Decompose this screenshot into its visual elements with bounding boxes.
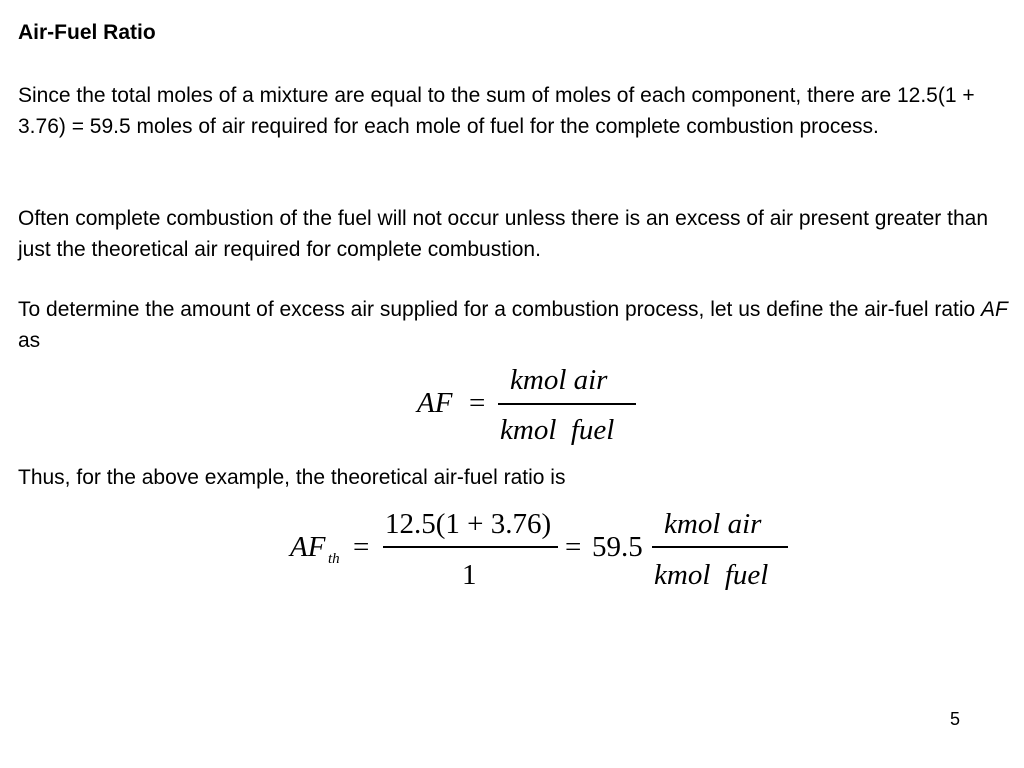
- eq1-denominator: kmol fuel: [500, 414, 615, 446]
- eq2-unit-fraction-bar: [652, 546, 788, 548]
- eq2-equals-2: =: [565, 531, 582, 563]
- paragraph-excess-air: Often complete combustion of the fuel will not occur unless there is an excess of air present greater than just the theoretical air required for complete combustion.: [18, 207, 989, 261]
- eq2-unit-numerator: kmol air: [664, 508, 762, 540]
- eq2-denominator: 1: [462, 559, 477, 591]
- eq2-fraction-bar: [383, 546, 558, 548]
- eq2-numerator: 12.5(1 + 3.76): [385, 508, 552, 540]
- af-definition-text: To determine the amount of excess air supplied for a combustion process, let us define the air-fuel ratio: [18, 298, 976, 321]
- paragraph-af-definition: [18, 294, 1013, 356]
- slide-title: Air-Fuel Ratio: [18, 21, 156, 44]
- eq1-fraction-bar: [498, 403, 636, 405]
- eq1-lhs: AF: [417, 387, 453, 419]
- eq1-equals: =: [469, 387, 486, 419]
- eq2-lhs-subscript: th: [328, 551, 340, 567]
- eq1-numerator: kmol air: [510, 364, 608, 396]
- eq2-value: 59.5: [592, 531, 643, 563]
- paragraph-theoretical-af: Thus, for the above example, the theoretical air-fuel ratio is: [18, 466, 566, 489]
- eq2-lhs: AF: [290, 531, 326, 563]
- page-number: 5: [950, 709, 961, 729]
- af-term: AF: [981, 298, 1008, 321]
- paragraph-total-moles: Since the total moles of a mixture are equal to the sum of moles of each component, there are 12.5(1 + 3.76) = 59.5 moles of air required for each mole of fuel for the complete combustion process.: [18, 84, 975, 138]
- eq2-unit-denominator: kmol fuel: [654, 559, 769, 591]
- eq2-equals: =: [353, 531, 370, 563]
- af-definition-tail: as: [18, 329, 41, 352]
